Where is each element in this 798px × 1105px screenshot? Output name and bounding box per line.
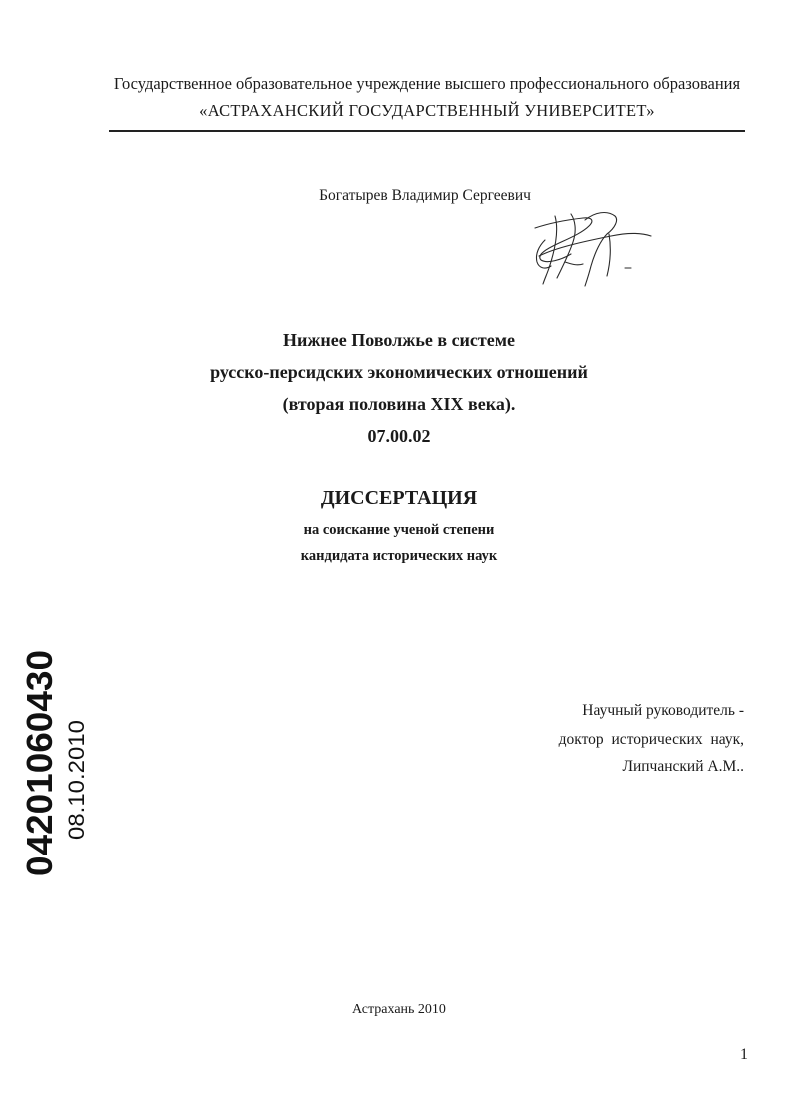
university-name: «АСТРАХАНСКИЙ ГОСУДАРСТВЕННЫЙ УНИВЕРСИТЕТ»	[199, 101, 655, 120]
degree-line-1: на соискание ученой степени	[303, 522, 495, 538]
archive-stamp	[8, 648, 89, 880]
header-divider	[109, 130, 745, 132]
supervisor-role: Научный руководитель -	[582, 702, 744, 719]
specialty-code: 07.00.02	[367, 426, 431, 446]
archive-stamp-number: 04201060430	[19, 655, 60, 876]
supervisor-name: Липчанский А.М..	[622, 758, 744, 775]
supervisor-degree: доктор исторических наук,	[558, 731, 744, 748]
page-number: 1	[740, 1046, 748, 1063]
city-year: Астрахань 2010	[352, 1002, 446, 1017]
degree-line-2: кандидата исторических наук	[300, 548, 498, 564]
archive-stamp-date: 08.10.2010	[64, 729, 89, 840]
dissertation-title-line-3: (вторая половина XIX века).	[282, 394, 516, 414]
document-type: ДИССЕРТАЦИЯ	[320, 487, 478, 509]
signature-image	[525, 206, 660, 291]
institution-name: Государственное образовательное учреждение высшего профессионального образования	[113, 74, 741, 93]
dissertation-title-line-2: русско-персидских экономических отношений	[210, 362, 588, 382]
author-name: Богатырев Владимир Сергеевич	[319, 187, 531, 204]
dissertation-title-line-1: Нижнее Поволжье в системе	[283, 330, 515, 350]
